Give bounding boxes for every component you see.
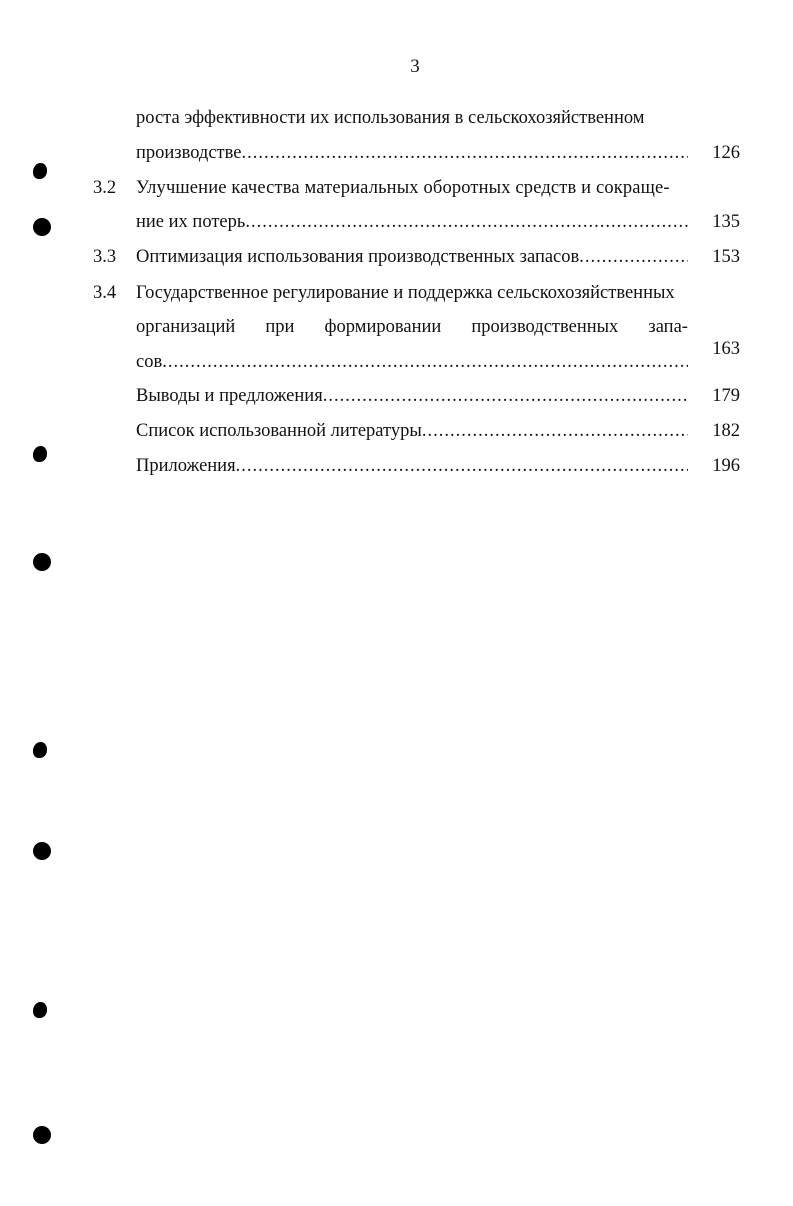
toc-continued-text: роста эффективности их использования в сельскохозяйственном bbox=[136, 108, 645, 128]
toc-section-number-3-4: 3.4 bbox=[93, 283, 117, 303]
toc-continued-line-1 bbox=[136, 106, 688, 130]
toc-word: производственных bbox=[471, 317, 619, 337]
punch-hole-mark bbox=[33, 1002, 47, 1018]
toc-word: формировании bbox=[324, 317, 442, 337]
toc-page-135: 135 bbox=[712, 212, 740, 232]
page-number: 3 bbox=[410, 56, 420, 77]
dot-leader bbox=[162, 350, 688, 374]
toc-references-text: Список использованной литературы bbox=[136, 421, 422, 441]
toc-page-163: 163 bbox=[712, 339, 740, 359]
toc-word: организаций bbox=[136, 317, 236, 337]
toc-section-3-2-line-2 bbox=[136, 210, 688, 234]
toc-appendices bbox=[136, 454, 688, 478]
toc-section-3-4-line-2 bbox=[136, 315, 688, 339]
punch-hole-mark bbox=[33, 163, 47, 179]
toc-references bbox=[136, 419, 688, 443]
toc-section-number-3-3: 3.3 bbox=[93, 247, 117, 267]
toc-section-3-4-line-3 bbox=[136, 350, 688, 374]
toc-page-196: 196 bbox=[712, 456, 740, 476]
punch-hole-mark bbox=[33, 742, 47, 758]
toc-continued-text-2: производстве bbox=[136, 143, 242, 163]
dot-leader bbox=[323, 384, 688, 408]
toc-page-153: 153 bbox=[712, 247, 740, 267]
dot-leader bbox=[422, 419, 688, 443]
punch-hole-mark bbox=[33, 842, 51, 860]
dot-leader bbox=[245, 210, 688, 234]
toc-section-3-3-text: Оптимизация использования производственных запасов bbox=[136, 247, 580, 267]
toc-page-182: 182 bbox=[712, 421, 740, 441]
punch-hole-mark bbox=[33, 1126, 51, 1144]
toc-page-126: 126 bbox=[712, 143, 740, 163]
toc-conclusions bbox=[136, 384, 688, 408]
toc-conclusions-text: Выводы и предложения bbox=[136, 386, 323, 406]
toc-section-3-4-text-3: сов bbox=[136, 352, 163, 372]
toc-section-3-3-line-1 bbox=[136, 245, 688, 269]
toc-section-3-2-line-1: Улучшение качества материальных оборотных средств и сокраще- bbox=[136, 178, 670, 198]
toc-appendices-text: Приложения bbox=[136, 456, 236, 476]
dot-leader bbox=[579, 245, 688, 269]
toc-page-179: 179 bbox=[712, 386, 740, 406]
toc-section-number-3-2: 3.2 bbox=[93, 178, 117, 198]
toc-word: при bbox=[265, 317, 295, 337]
toc-word: запа- bbox=[648, 317, 688, 337]
toc-section-3-2-text-2: ние их потерь bbox=[136, 212, 246, 232]
punch-hole-mark bbox=[33, 218, 51, 236]
punch-hole-mark bbox=[33, 553, 51, 571]
toc-section-3-4-line-1: Государственное регулирование и поддержка сельскохозяйственных bbox=[136, 283, 675, 303]
punch-hole-mark bbox=[33, 446, 47, 462]
toc-continued-line-2 bbox=[136, 141, 688, 165]
dot-leader bbox=[236, 454, 688, 478]
dot-leader bbox=[241, 141, 688, 165]
